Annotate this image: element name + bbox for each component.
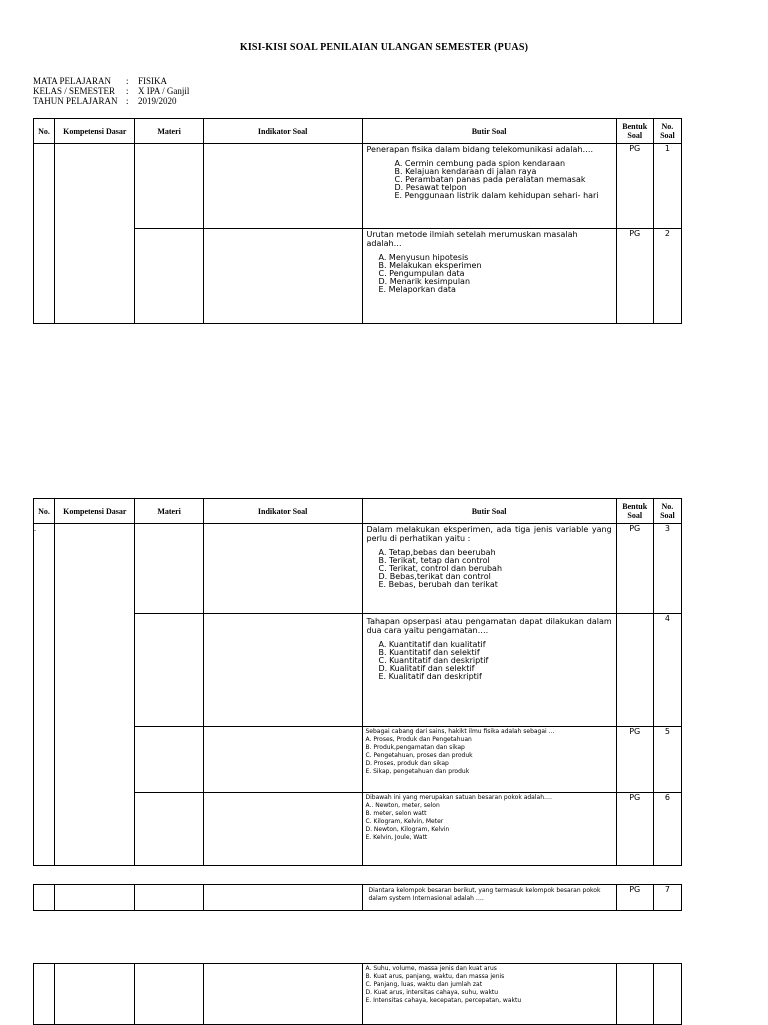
- meta-value: FISIKA: [138, 76, 168, 86]
- header-kompetensi-dasar: Kompetensi Dasar: [55, 499, 135, 524]
- option-list: [367, 549, 612, 589]
- header-materi: Materi: [135, 119, 203, 144]
- header-butir-soal: Butir Soal: [362, 499, 616, 524]
- cell-indikator: [203, 964, 362, 1025]
- cell-kompetensi-dasar: [55, 144, 135, 324]
- cell-butir-soal: [362, 614, 616, 727]
- option: C. Kuantitatif dan deskriptif: [378, 656, 489, 665]
- option: D. Proses, produk dan sikap: [365, 760, 449, 767]
- option: A. Suhu, volume, massa jenis dan kuat arus: [365, 965, 497, 972]
- cell-bentuk-soal: PG: [616, 524, 653, 614]
- question-7-options: [363, 964, 616, 1005]
- option: E. Intensitas cahaya, kecepatan, percepatan, waktu: [365, 997, 522, 1004]
- cell-indikator: [203, 229, 362, 324]
- cell-bentuk-soal: PG: [616, 793, 653, 866]
- cell-no-soal: 5: [653, 727, 681, 793]
- cell-kompetensi-dasar: [55, 524, 135, 866]
- option: A. Cermin cembung pada spion kendaraan: [394, 159, 566, 168]
- cell-no-soal: 2: [653, 229, 681, 324]
- cell-materi: [135, 614, 203, 727]
- option: D. Menarik kesimpulan: [378, 277, 471, 286]
- option: B. Kuat arus, panjang, waktu, dan massa jenis: [365, 973, 505, 980]
- table-row: [34, 885, 682, 911]
- option: E. Penggunaan listrik dalam kehidupan sehari- hari: [394, 191, 599, 200]
- option-list: [366, 802, 613, 842]
- table-header-row: [34, 119, 682, 144]
- cell-materi: [135, 793, 203, 866]
- option-list: [366, 736, 613, 776]
- cell-bentuk-soal: PG: [616, 144, 653, 229]
- cell-materi: [135, 524, 203, 614]
- cell-materi: [135, 727, 203, 793]
- option: C. Perambatan panas pada peralatan memasak: [394, 175, 586, 184]
- cell-kompetensi-dasar: [55, 885, 135, 911]
- document-title: KISI-KISI SOAL PENILAIAN ULANGAN SEMESTER (PUAS): [239, 42, 529, 53]
- meta-subject: [33, 76, 189, 86]
- cell-no-soal: 4: [653, 614, 681, 727]
- cell-no: [34, 144, 55, 324]
- cell-butir-soal: [362, 524, 616, 614]
- header-bentuk-soal: Bentuk Soal: [616, 499, 653, 524]
- cell-indikator: [203, 727, 362, 793]
- cell-butir-soal: [362, 229, 616, 324]
- question-stem: Dalam melakukan eksperimen, ada tiga jenis variable yang perlu di perhatikan yaitu :: [366, 525, 612, 543]
- option-list: [367, 641, 612, 681]
- cell-indikator: [203, 885, 362, 911]
- table-row: [34, 964, 682, 1025]
- option: B. Terikat, tetap dan control: [378, 556, 490, 565]
- header-no: No.: [34, 499, 55, 524]
- meta-label: TAHUN PELAJARAN: [33, 96, 118, 106]
- question-6: [363, 793, 616, 842]
- question-stem: Tahapan opserpasi atau pengamatan dapat dilakukan dalam dua cara yaitu pengamatan….: [366, 617, 612, 635]
- option: E. Kualitatif dan deskriptif: [378, 672, 482, 681]
- question-stem: Diantara kelompok besaran berikut, yang termasuk kelompok besaran pokok dalam system Internasional adalah ….: [368, 887, 601, 902]
- question-7: [363, 885, 616, 903]
- option: B. Melakukan eksperimen: [378, 261, 482, 270]
- cell-indikator: [203, 144, 362, 229]
- cell-bentuk-soal: [616, 964, 653, 1025]
- cell-materi: [135, 964, 203, 1025]
- meta-label: MATA PELAJARAN: [33, 76, 112, 86]
- option: C. Panjang, luas, waktu dan jumlah zat: [365, 981, 483, 988]
- option: B. Kelajuan kendaraan di jalan raya: [394, 167, 537, 176]
- option: C. Kilogram, Kelvin, Meter: [365, 818, 444, 825]
- cell-materi: [135, 885, 203, 911]
- question-stem: Dibawah ini yang merupakan satuan besaran pokok adalah….: [365, 794, 552, 801]
- header-no: No.: [34, 119, 55, 144]
- cell-bentuk-soal: PG: [616, 727, 653, 793]
- option: D. Pesawat telpon: [394, 183, 467, 192]
- table-row: [34, 144, 682, 229]
- cell-butir-soal: [362, 964, 616, 1025]
- cell-no-soal: [653, 964, 681, 1025]
- cell-indikator: [203, 614, 362, 727]
- cell-no: [34, 885, 55, 911]
- question-5: [363, 727, 616, 776]
- cell-no-soal: 7: [653, 885, 681, 911]
- header-indikator: Indikator Soal: [203, 499, 362, 524]
- option-list: [367, 160, 612, 200]
- cell-butir-soal: [362, 727, 616, 793]
- option: C. Pengumpulan data: [378, 269, 465, 278]
- meta-label: KELAS / SEMESTER: [33, 86, 116, 96]
- header-no-soal: No. Soal: [653, 119, 681, 144]
- cell-kompetensi-dasar: [55, 964, 135, 1025]
- document-meta: [33, 76, 189, 106]
- option: C. Pengetahuan, proses dan produk: [365, 752, 473, 759]
- cell-bentuk-soal: PG: [616, 229, 653, 324]
- option: E. Bebas, berubah dan terikat: [378, 580, 498, 589]
- option-list: [366, 965, 613, 1005]
- cell-no: .: [34, 524, 55, 866]
- question-stem: Urutan metode ilmiah setelah merumuskan masalah adalah…: [366, 230, 578, 248]
- option: D. Bebas,terikat dan control: [378, 572, 491, 581]
- option: D. Kualitatif dan selektif: [378, 664, 475, 673]
- cell-no: [34, 964, 55, 1025]
- question-4: [363, 614, 616, 681]
- option: B. meter, selon watt: [365, 810, 427, 817]
- meta-year: [33, 96, 189, 106]
- question-stem: Penerapan fisika dalam bidang telekomunikasi adalah….: [366, 145, 594, 154]
- cell-butir-soal: [362, 144, 616, 229]
- option-list: [367, 254, 612, 294]
- question-1: [363, 144, 616, 200]
- option: E. Melaporkan data: [378, 285, 456, 294]
- question-3: [363, 524, 616, 589]
- cell-bentuk-soal: PG: [616, 885, 653, 911]
- option: B. Produk,pengamatan dan sikap: [365, 744, 465, 751]
- cell-materi: [135, 229, 203, 324]
- question-stem: Sebagai cabang dari sains, hakikt ilmu fisika adalah sebagai …: [365, 728, 555, 735]
- kisi-table-4: [33, 963, 682, 1025]
- table-row: [34, 524, 682, 614]
- meta-sep: :: [126, 96, 129, 106]
- header-butir-soal: Butir Soal: [362, 119, 616, 144]
- cell-bentuk-soal: [616, 614, 653, 727]
- option: C. Terikat, control dan berubah: [378, 564, 503, 573]
- cell-indikator: [203, 524, 362, 614]
- option: E. Sikap, pengetahuan dan produk: [365, 768, 470, 775]
- option: D. Newton, Kilogram, Kelvin: [365, 826, 450, 833]
- option: A.. Newton, meter, selon: [365, 802, 440, 809]
- cell-no-soal: 3: [653, 524, 681, 614]
- cell-butir-soal: [362, 793, 616, 866]
- header-indikator: Indikator Soal: [203, 119, 362, 144]
- meta-sep: :: [126, 86, 129, 96]
- header-kompetensi-dasar: Kompetensi Dasar: [55, 119, 135, 144]
- header-no-soal: No. Soal: [653, 499, 681, 524]
- option: A. Tetap,bebas dan beerubah: [378, 548, 496, 557]
- option: A. Kuantitatif dan kualitatif: [378, 640, 486, 649]
- table-header-row: [34, 499, 682, 524]
- meta-value: 2019/2020: [138, 96, 177, 106]
- cell-materi: [135, 144, 203, 229]
- cell-butir-soal: [362, 885, 616, 911]
- option: A. Proses, Produk dan Pengetahuan: [365, 736, 472, 743]
- cell-indikator: [203, 793, 362, 866]
- cell-no-soal: 6: [653, 793, 681, 866]
- kisi-table-2: [33, 498, 682, 866]
- option: E. Kelvin, Joule, Watt: [365, 834, 428, 841]
- header-materi: Materi: [135, 499, 203, 524]
- meta-sep: :: [126, 76, 129, 86]
- option: B. Kuantitatif dan selektif: [378, 648, 480, 657]
- meta-class: [33, 86, 189, 96]
- meta-value: X IPA / Ganjil: [138, 86, 190, 96]
- option: A. Menyusun hipotesis: [378, 253, 469, 262]
- question-2: [363, 229, 616, 294]
- cell-no-soal: 1: [653, 144, 681, 229]
- kisi-table-1: [33, 118, 682, 324]
- option: D. Kuat arus, intersitas cahaya, suhu, waktu: [365, 989, 499, 996]
- header-bentuk-soal: Bentuk Soal: [616, 119, 653, 144]
- kisi-table-3: [33, 884, 682, 911]
